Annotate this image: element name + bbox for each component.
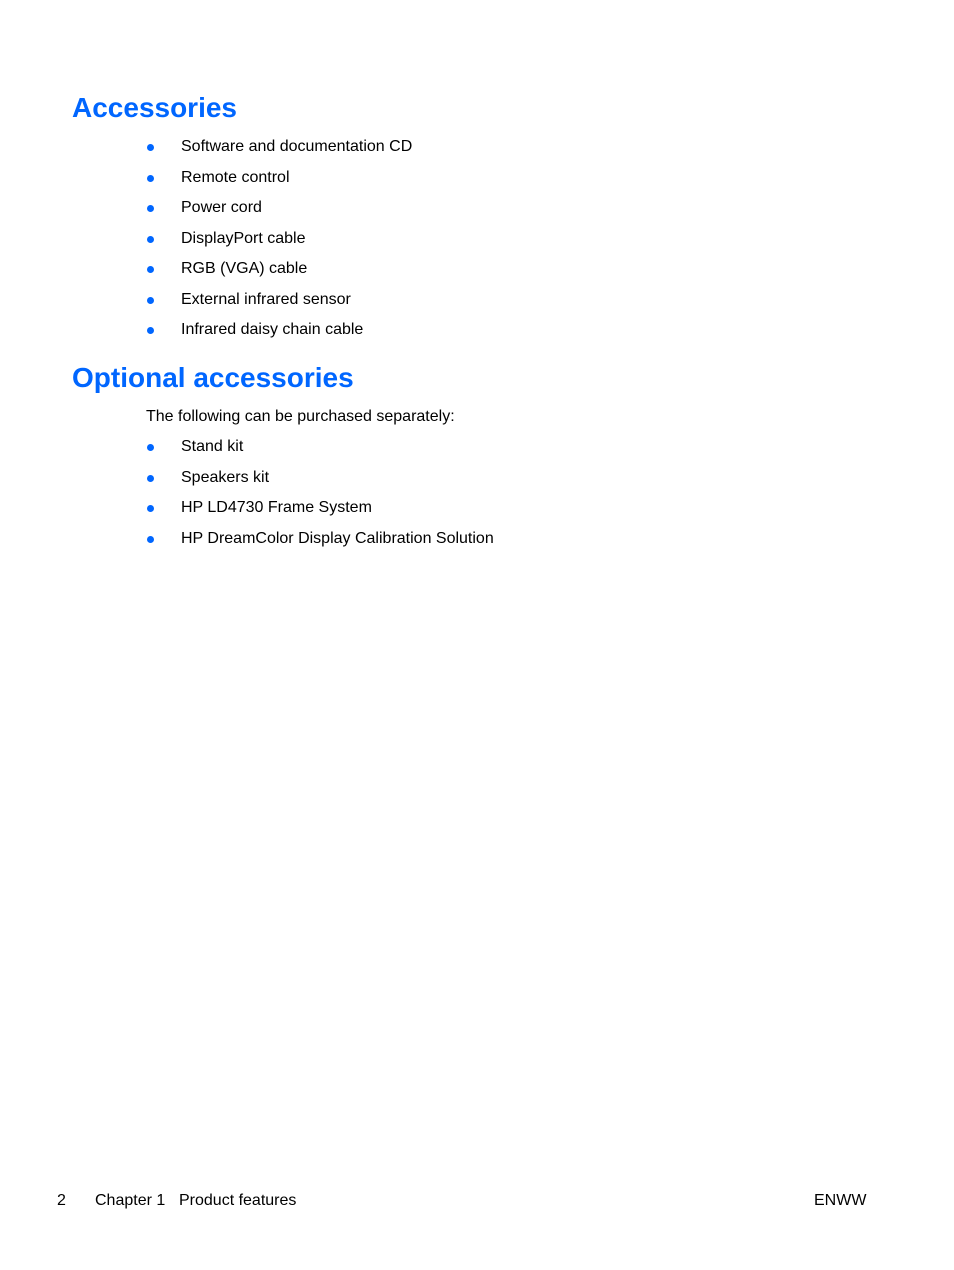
optional-accessories-list <box>145 437 494 559</box>
list-item-label: DisplayPort cable <box>181 229 306 247</box>
list-item-label: Stand kit <box>181 438 244 455</box>
list-item <box>145 529 494 560</box>
list-item <box>145 498 494 529</box>
list-item <box>145 437 494 468</box>
footer-page-number: 2 <box>57 1192 66 1209</box>
list-item <box>145 320 412 351</box>
list-item <box>145 468 494 499</box>
optional-accessories-intro: The following can be purchased separately: <box>146 408 455 425</box>
bullet-dot-icon <box>147 144 154 151</box>
bullet-dot-icon <box>147 205 154 212</box>
footer-language-code: ENWW <box>814 1192 867 1209</box>
list-item-label: Power cord <box>181 199 262 216</box>
bullet-dot-icon <box>147 505 154 512</box>
bullet-dot-icon <box>147 236 154 243</box>
bullet-dot-icon <box>147 297 154 304</box>
list-item-label: HP LD4730 Frame System <box>181 499 372 516</box>
list-item <box>145 229 412 260</box>
list-item-label: External infrared sensor <box>181 290 351 308</box>
list-item-label: Software and documentation CD <box>181 138 413 155</box>
bullet-dot-icon <box>147 444 154 451</box>
list-item <box>145 137 412 168</box>
bullet-dot-icon <box>147 175 154 182</box>
bullet-dot-icon <box>147 266 154 273</box>
list-item-label: HP DreamColor Display Calibration Solution <box>181 529 494 547</box>
optional-accessories-heading: Optional accessories <box>72 362 354 393</box>
list-item <box>145 198 412 229</box>
bullet-dot-icon <box>147 327 154 334</box>
list-item-label: RGB (VGA) cable <box>181 260 308 277</box>
list-item-label: Infrared daisy chain cable <box>181 321 364 338</box>
list-item <box>145 259 412 290</box>
list-item <box>145 290 412 321</box>
footer-chapter-title: Product features <box>179 1192 297 1209</box>
accessories-list <box>145 137 412 351</box>
footer-chapter: Chapter 1 <box>95 1192 166 1209</box>
bullet-dot-icon <box>147 536 154 543</box>
bullet-dot-icon <box>147 475 154 482</box>
list-item <box>145 168 412 199</box>
list-item-label: Remote control <box>181 168 290 186</box>
list-item-label: Speakers kit <box>181 468 270 486</box>
accessories-heading: Accessories <box>72 92 238 123</box>
